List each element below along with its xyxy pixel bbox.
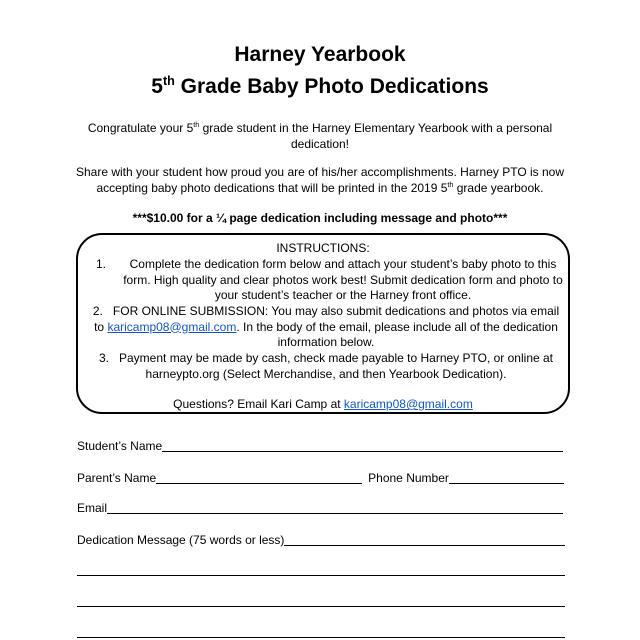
instructions-box bbox=[76, 233, 570, 414]
page-title: Harney Yearbook bbox=[234, 43, 406, 66]
instruction-2-email-link[interactable]: karicamp08@gmail.com bbox=[107, 319, 237, 334]
dedication-message-row bbox=[77, 532, 565, 548]
subtitle-grade-suffix: th bbox=[162, 74, 175, 88]
price-line: ***$10.00 for a ¼ page dedication including message and photo*** bbox=[132, 211, 508, 225]
instruction-3-text: Payment may be made by cash, check made payable to Harney PTO, or online at harneypto.org (Select Merchandise, and then Yearbook Dedication). bbox=[119, 351, 554, 381]
email-row bbox=[77, 500, 563, 516]
instruction-1-number: 1. bbox=[96, 257, 107, 271]
instruction-item-3 bbox=[92, 351, 560, 382]
intro-p1-post: grade student in the Harney Elementary Yearbook with a personal dedication! bbox=[199, 121, 553, 151]
intro-p1-pre: Congratulate your 5 bbox=[87, 121, 194, 135]
student-name-label: Student’s Name bbox=[77, 439, 163, 453]
questions-email-link[interactable]: karicamp08@gmail.com bbox=[343, 397, 473, 411]
message-blank-line[interactable] bbox=[77, 575, 565, 576]
parent-phone-row bbox=[77, 470, 564, 486]
questions-text: Questions? Email Kari Camp at bbox=[173, 397, 344, 411]
intro-congratulate bbox=[60, 120, 580, 152]
parent-name-label: Parent’s Name bbox=[77, 471, 157, 485]
dedication-message-line[interactable] bbox=[284, 533, 565, 546]
phone-label: Phone Number bbox=[368, 471, 449, 485]
instruction-3-number: 3. bbox=[98, 351, 109, 365]
instruction-2-number: 2. bbox=[92, 304, 103, 318]
instruction-item-2 bbox=[92, 304, 560, 351]
instructions-heading: INSTRUCTIONS: bbox=[276, 241, 370, 255]
instruction-2-text: FOR ONLINE SUBMISSION: You may also submit dedications and photos via email to bbox=[94, 304, 560, 334]
phone-line[interactable] bbox=[449, 471, 564, 484]
email-line[interactable] bbox=[107, 501, 563, 514]
subtitle-grade-number: 5 bbox=[151, 75, 163, 98]
intro-share bbox=[60, 164, 580, 196]
message-blank-line[interactable] bbox=[77, 637, 565, 638]
instruction-item-1 bbox=[96, 257, 566, 304]
intro-p1-sup: th bbox=[193, 120, 200, 129]
page-subtitle bbox=[0, 74, 640, 100]
intro-p2-sup: th bbox=[447, 180, 454, 189]
questions-line bbox=[78, 397, 568, 413]
intro-p2-post: grade yearbook. bbox=[453, 181, 544, 195]
parent-name-line[interactable] bbox=[156, 471, 362, 484]
intro-p2-pre: Share with your student how proud you are of his/her accomplishments. Harney PTO is now accepting baby photo dedications that will be printed in the 2019 5 bbox=[75, 165, 564, 195]
instruction-2-text-cont: . In the body of the email, please include all of the dedication information below. bbox=[236, 319, 558, 349]
message-blank-line[interactable] bbox=[77, 606, 565, 607]
email-label: Email bbox=[77, 501, 108, 515]
instruction-1-text: Complete the dedication form below and attach your student’s baby photo to this form. High quality and clear photos work best! Submit dedication form and photo to your student’s teacher or the Harney front office. bbox=[123, 257, 563, 302]
subtitle-text: Grade Baby Photo Dedications bbox=[174, 75, 489, 98]
student-name-row bbox=[77, 438, 563, 454]
dedication-message-label: Dedication Message (75 words or less) bbox=[77, 533, 285, 547]
student-name-line[interactable] bbox=[162, 439, 563, 452]
